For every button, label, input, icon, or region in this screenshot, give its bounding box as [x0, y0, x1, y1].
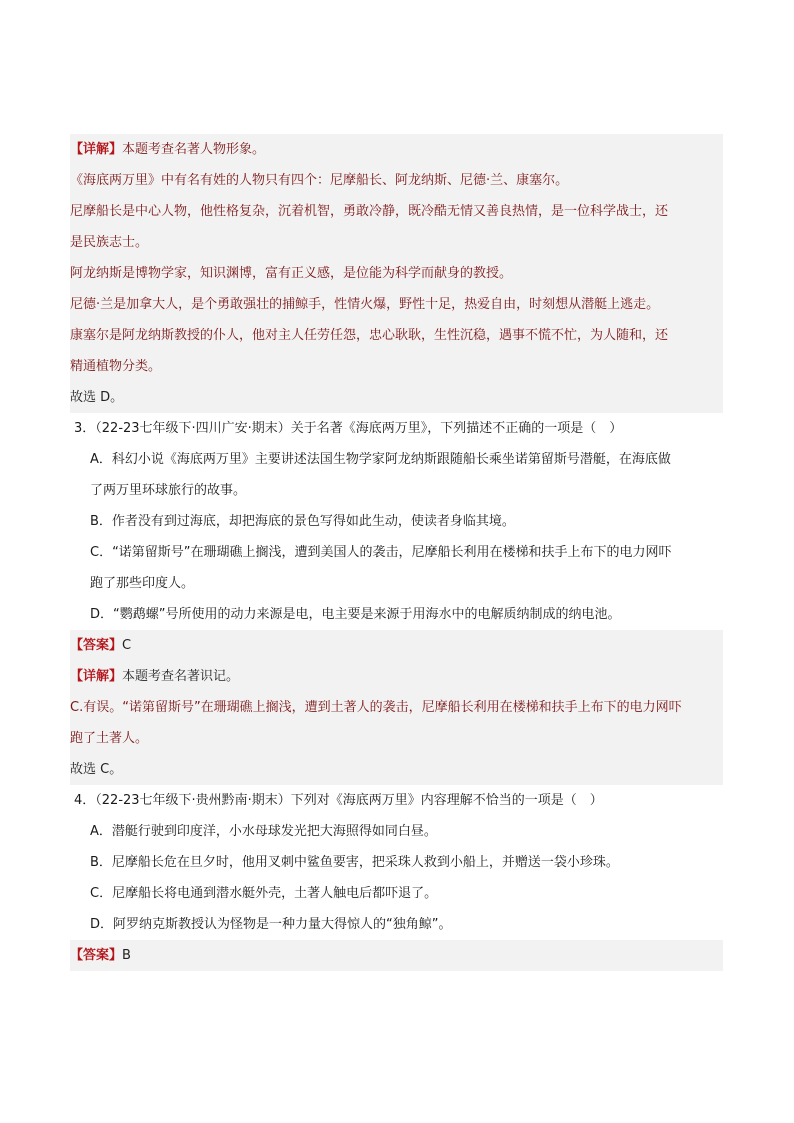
- page-content: [70, 134, 723, 971]
- explanation-line: 是民族志士。: [70, 227, 723, 258]
- detail-text: 本题考查名著人物形象。: [122, 142, 266, 157]
- option-line: C．“诺第留斯号”在珊瑚礁上搁浅，遭到美国人的袭击，尼摩船长利用在楼梯和扶手上布下的电力网吓: [90, 545, 672, 560]
- detail-label: 【详解】: [70, 142, 123, 157]
- option-line: 了两万里环球旅行的故事。: [90, 483, 247, 498]
- answer-label: 【答案】: [70, 948, 123, 963]
- answer-line: [70, 940, 723, 971]
- question-stem: 4．（22-23七年级下·贵州黔南·期末）下列对《海底两万里》内容理解不恰当的一项是（ ）: [74, 793, 603, 808]
- detail-text: 本题考查名著识记。: [122, 669, 240, 684]
- option-line: B．作者没有到过海底，却把海底的景色写得如此生动，使读者身临其境。: [90, 514, 515, 529]
- explanation-line: 尼摩船长是中心人物，他性格复杂，沉着机智，勇敢冷静，既冷酷无情又善良热情，是一位科学战士，还: [70, 196, 723, 227]
- option-line: A．科幻小说《海底两万里》主要讲述法国生物学家阿龙纳斯跟随船长乘坐诺第留斯号潜艇，在海底做: [90, 452, 671, 467]
- answer-line: [70, 630, 723, 661]
- explanation-line: 精通植物分类。: [70, 351, 723, 382]
- choice-line: 故选 C。: [70, 754, 723, 785]
- explanation-line: 尼德·兰是加拿大人，是个勇敢强壮的捕鲸手，性情火爆，野性十足，热爱自由，时刻想从潜艇上逃走。: [70, 289, 723, 320]
- explanation-line: 《海底两万里》中有名有姓的人物只有四个：尼摩船长、阿龙纳斯、尼德·兰、康塞尔。: [70, 165, 723, 196]
- detail-line: [70, 134, 723, 165]
- answer-label: 【答案】: [70, 638, 123, 653]
- option-line: C．尼摩船长将电通到潜水艇外壳，土著人触电后都吓退了。: [90, 886, 438, 901]
- explanation-line: 康塞尔是阿龙纳斯教授的仆人，他对主人任劳任怨，忠心耿耿，生性沉稳，遇事不慌不忙，为人随和，还: [70, 320, 723, 351]
- choice-line: 故选 D。: [70, 382, 723, 413]
- detail-line: [70, 661, 723, 692]
- option-line: D．“鹦鹉螺”号所使用的动力来源是电，电主要是来源于用海水中的电解质纳制成的纳电池。: [90, 607, 621, 622]
- detail-label: 【详解】: [70, 669, 123, 684]
- option-line: D．阿罗纳克斯教授认为怪物是一种力量大得惊人的“独角鲸”。: [90, 917, 452, 932]
- answer-value: B: [122, 948, 131, 963]
- explanation-line: 跑了土著人。: [70, 723, 723, 754]
- question-stem: 3．（22-23七年级下·四川广安·期末）关于名著《海底两万里》，下列描述不正确的一项是（ ）: [74, 421, 623, 436]
- option-line: B．尼摩船长危在旦夕时，他用叉刺中鲨鱼要害，把采珠人救到小船上，并赠送一袋小珍珠。: [90, 855, 619, 870]
- explanation-line: C.有误。“诺第留斯号”在珊瑚礁上搁浅，遭到土著人的袭击，尼摩船长利用在楼梯和扶手上布下的电力网吓: [70, 692, 723, 723]
- explanation-line: 阿龙纳斯是博物学家，知识渊博，富有正义感，是位能为科学而献身的教授。: [70, 258, 723, 289]
- option-line: 跑了那些印度人。: [90, 576, 195, 591]
- option-line: A．潜艇行驶到印度洋，小水母球发光把大海照得如同白昼。: [90, 824, 437, 839]
- answer-value: C: [122, 638, 132, 653]
